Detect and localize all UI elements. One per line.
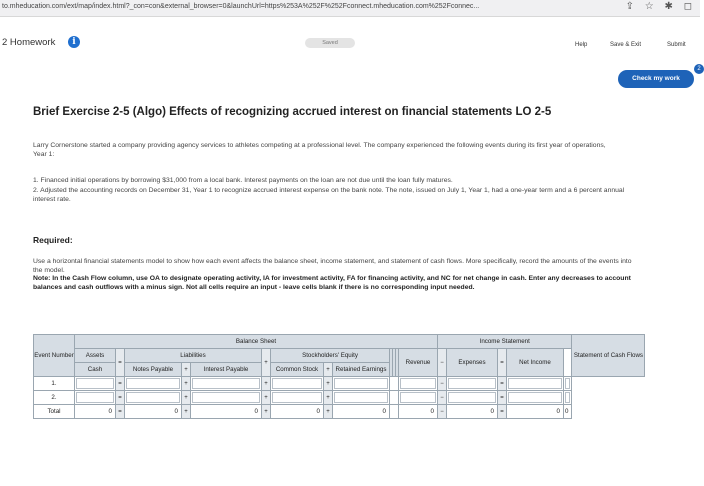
- instructions-text: Use a horizontal financial statements model to show how each event affects the balance sheet, income statement, and statement of cash flows. More specifically, record the amounts of the events into the model.: [33, 258, 632, 274]
- homework-title: 2 Homework: [2, 37, 56, 48]
- total-label: Total: [34, 405, 75, 419]
- cash-total: 0: [75, 405, 116, 419]
- retained-earnings-total: 0: [333, 405, 390, 419]
- liabilities-header: Liabilities: [125, 349, 262, 363]
- revenue-input[interactable]: [399, 377, 438, 391]
- revenue-header: Revenue: [399, 349, 438, 377]
- equals-sign: =: [116, 349, 125, 377]
- revenue-input[interactable]: [399, 391, 438, 405]
- saved-status: Saved: [305, 38, 355, 48]
- required-heading: Required:: [33, 235, 73, 245]
- financial-statements-model: [33, 334, 645, 419]
- event-item: [33, 176, 633, 185]
- interest-payable-header: Interest Payable: [191, 363, 262, 377]
- net-income-header: Net Income: [507, 349, 564, 377]
- info-icon[interactable]: i: [68, 36, 80, 48]
- expenses-input[interactable]: [447, 377, 498, 391]
- retained-earnings-input[interactable]: [333, 391, 390, 405]
- common-stock-input[interactable]: [271, 391, 324, 405]
- cash-flows-header: Statement of Cash Flows: [572, 335, 645, 377]
- assignment-topbar: [0, 28, 700, 58]
- expenses-total: 0: [447, 405, 498, 419]
- interest-payable-total: 0: [191, 405, 262, 419]
- total-row: Total 0 = 0 + 0 + 0 + 0 0 − 0 = 0 0: [34, 405, 645, 419]
- revenue-total: 0: [399, 405, 438, 419]
- row-label: 2.: [34, 391, 75, 405]
- problem-intro: Larry Cornerstone started a company providing agency services to athletes competing at a professional level. The company experienced the following events during its first year of operations, Year 1:: [33, 142, 606, 158]
- row-label: 1.: [34, 377, 75, 391]
- event-text: 1. Financed initial operations by borrowing $31,000 from a local bank. Interest payments on the loan are not due until the loan fully matures.: [33, 177, 453, 184]
- income-statement-header: Income Statement: [438, 335, 572, 349]
- submit-button[interactable]: Submit: [667, 42, 686, 48]
- interest-payable-input[interactable]: [191, 377, 262, 391]
- browser-address-bar[interactable]: [0, 0, 700, 17]
- help-button[interactable]: Help: [575, 42, 588, 48]
- table-row: 1. = + + + − =: [34, 377, 645, 391]
- notes-payable-input[interactable]: [125, 391, 182, 405]
- net-income-input[interactable]: [507, 391, 564, 405]
- equals-sign: =: [498, 349, 507, 377]
- problem-title: Brief Exercise 2-5 (Algo) Effects of recognizing accrued interest on financial statements LO 2-5: [33, 106, 552, 118]
- url-text: to.mheducation.com/ext/map/index.html?_con=con&external_browser=0&launchUrl=https%253A%252F%252Fconnect.mheducation.com%252Fconnec...: [2, 3, 480, 10]
- check-my-work-button[interactable]: Check my work: [618, 70, 694, 88]
- cash-header: Cash: [75, 363, 116, 377]
- table-row: 2. = + + + − =: [34, 391, 645, 405]
- cash-input[interactable]: [75, 377, 116, 391]
- balance-sheet-header: Balance Sheet: [75, 335, 438, 349]
- plus-sign: +: [262, 349, 271, 377]
- instructions: [33, 258, 633, 292]
- common-stock-total: 0: [271, 405, 324, 419]
- expenses-header: Expenses: [447, 349, 498, 377]
- check-count-badge: 2: [694, 64, 704, 74]
- cash-flows-total: 0: [564, 405, 572, 419]
- net-income-total: 0: [507, 405, 564, 419]
- expenses-input[interactable]: [447, 391, 498, 405]
- retained-earnings-header: Retained Earnings: [333, 363, 390, 377]
- save-exit-button[interactable]: Save & Exit: [610, 42, 642, 48]
- interest-payable-input[interactable]: [191, 391, 262, 405]
- event-text: 2. Adjusted the accounting records on December 31, Year 1 to recognize accrued interest expense on the bank note. The note, issued on July 1, Year 1, had a one-year term and a 6 percent annual interest rate.: [33, 187, 625, 203]
- instructions-note: Note: In the Cash Flow column, use OA to designate operating activity, IA for investment activity, FA for financing activity, and NC for net change in cash. Enter any decreases to account balances and cash outflows with a minus sign. Not all cells require an input - leave cells blank if there is no corresponding input needed.: [33, 275, 631, 291]
- stockholders-equity-header: Stockholders' Equity: [271, 349, 390, 363]
- assets-header: Assets: [75, 349, 116, 363]
- plus-sign: +: [324, 363, 333, 377]
- common-stock-input[interactable]: [271, 377, 324, 391]
- browser-toolbar-icons[interactable]: ⇪ ☆ ✱ ◻: [625, 1, 696, 12]
- cash-flows-input[interactable]: [564, 377, 572, 391]
- cash-flows-input[interactable]: [564, 391, 572, 405]
- common-stock-header: Common Stock: [271, 363, 324, 377]
- notes-payable-input[interactable]: [125, 377, 182, 391]
- retained-earnings-input[interactable]: [333, 377, 390, 391]
- minus-sign: −: [438, 349, 447, 377]
- event-item: [33, 186, 633, 204]
- notes-payable-total: 0: [125, 405, 182, 419]
- notes-payable-header: Notes Payable: [125, 363, 182, 377]
- event-list: [33, 176, 633, 205]
- cash-input[interactable]: [75, 391, 116, 405]
- event-number-header: Event Number: [34, 335, 75, 377]
- plus-sign: +: [182, 363, 191, 377]
- net-income-input[interactable]: [507, 377, 564, 391]
